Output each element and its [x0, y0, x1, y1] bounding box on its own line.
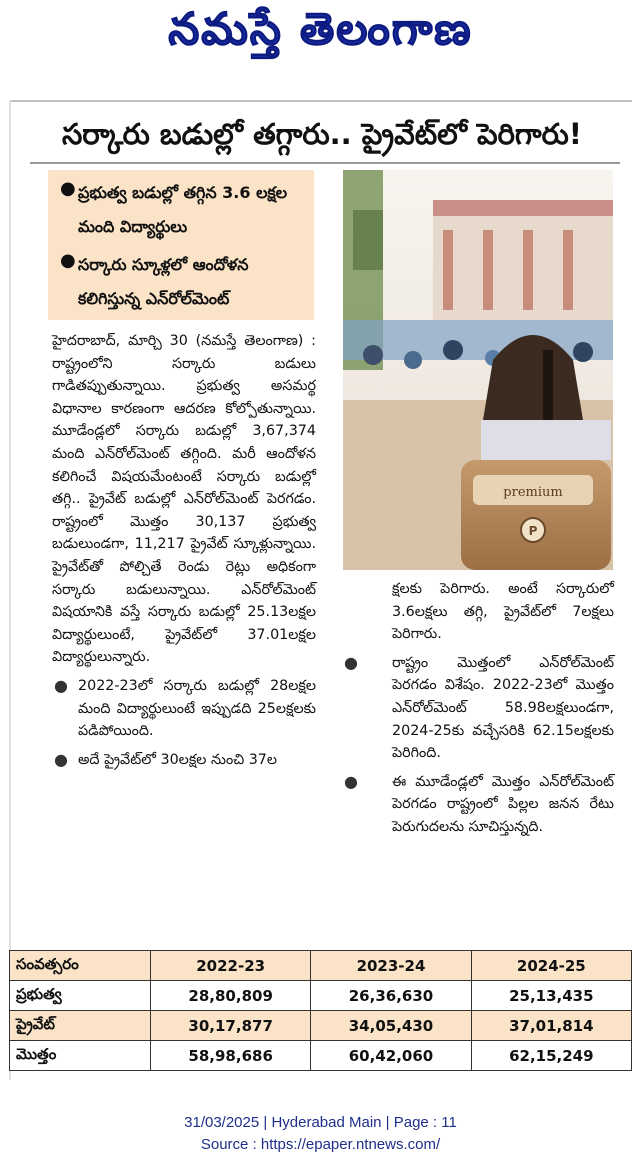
table-row	[10, 1011, 632, 1041]
clipping-top-border	[9, 100, 632, 102]
footer-date-edition: 31/03/2025 | Hyderabad Main | Page : 11	[184, 1114, 457, 1131]
table-cell: 37,01,814	[471, 1011, 631, 1041]
table-cell: 25,13,435	[471, 981, 631, 1011]
table-row	[10, 1041, 632, 1071]
bullet-icon: ●	[54, 675, 68, 695]
bullet-icon: ●	[344, 771, 358, 791]
bullet-text: ఈ మూడేండ్లలో మొత్తం ఎన్‌రోల్‌మెంట్ పెరగడం రాష్ట్రంలో పిల్లల జనన రేటు పెరుగుదలను సూచిస్తున్నది.	[392, 773, 614, 835]
highlight-item-2: సర్కారు స్కూళ్లలో ఆందోళన కలిగిస్తున్న ఎన్‌రోల్‌మెంట్	[78, 255, 249, 308]
highlight-item-1: ప్రభుత్వ బడుల్లో తగ్గిన 3.6 లక్షల మంది విద్యార్థులు	[78, 183, 288, 236]
article-body-left	[52, 330, 316, 771]
bullet-icon: ●	[54, 749, 68, 769]
table-header-row	[10, 951, 632, 981]
bullet-icon: ●	[344, 652, 358, 672]
table-cell: ప్రభుత్వ	[10, 981, 151, 1011]
table-cell: మొత్తం	[10, 1041, 151, 1071]
bullet-text: అదే ప్రైవేట్‌లో 30లక్షల నుంచి 37ల	[78, 751, 278, 768]
bag-logo: P	[528, 524, 538, 538]
table-row	[10, 981, 632, 1011]
body-paragraph: క్షలకు పెరిగారు. అంటే సర్కారులో 3.6లక్షలు తగ్గి, ప్రైవేట్‌లో 7లక్షలు పెరిగారు.	[392, 581, 614, 643]
table-cell: 26,36,630	[311, 981, 471, 1011]
article-body-right	[344, 578, 614, 839]
highlights-box	[48, 170, 314, 320]
bullet-text: రాష్ట్రం మొత్తంలో ఎన్‌రోల్‌మెంట్ పెరగడం విశేషం. 2022-23లో మొత్తం ఎన్‌రోల్‌మెంట్ 58.98లక్షలుండగా, 2024-25కు వచ్చేసరికి 62.15లక్షలకు పెరిగింది.	[392, 654, 614, 762]
list-item	[52, 749, 316, 772]
page-footer	[0, 1112, 641, 1156]
table-cell: 62,15,249	[471, 1041, 631, 1071]
table-header-cell: 2023-24	[311, 951, 471, 981]
table-cell: 34,05,430	[311, 1011, 471, 1041]
newspaper-logo: నమస్తే తెలంగాణ	[168, 4, 473, 55]
clipping-left-border	[9, 100, 11, 1080]
table-cell: 60,42,060	[311, 1041, 471, 1071]
masthead	[0, 0, 641, 80]
footer-source-link[interactable]: Source : https://epaper.ntnews.com/	[200, 1136, 441, 1153]
table-header-cell: సంవత్సరం	[10, 951, 151, 981]
list-item	[344, 652, 614, 765]
list-item	[52, 675, 316, 743]
body-paragraph: హైదరాబాద్, మార్చి 30 (నమస్తే తెలంగాణ) : రాష్ట్రంలోని సర్కారు బడులు గాడితప్పుతున్నాయి. ప్రభుత్వ అసమర్థ విధానాల కారణంగా ఆదరణ కోల్పోతున్నాయి. మూడేండ్లలో సర్కారు బడుల్లో 3,67,374 మంది ఎన్‌రోల్‌మెంట్ తగ్గింది. మరీ ఆందోళన కలిగించే విషయమేంటంటే సర్కారు బడుల్లో తగ్గి.. ప్రైవేట్ బడుల్లో ఎన్‌రోల్‌మెంట్ పెరగడం. రాష్ట్రంలో మొత్తం 30,137 ప్రభుత్వ బడులుండగా, 11,217 ప్రైవేట్ స్కూళ్లున్నాయి. ప్రైవేట్‌తో పోల్చితే రెండు రెట్లు అధికంగా సర్కారు బడులున్నాయి. ఎన్‌రోల్‌మెంట్ విషయానికి వస్తే సర్కారు బడుల్లో 25.13లక్షల విద్యార్థులుంటే, ప్రైవేట్‌లో 37.01లక్షల విద్యార్థులున్నారు.	[52, 333, 316, 666]
table-cell: 30,17,877	[151, 1011, 311, 1041]
table-cell: 28,80,809	[151, 981, 311, 1011]
table-cell: 58,98,686	[151, 1041, 311, 1071]
enrollment-table	[9, 950, 632, 1071]
headline-divider	[30, 162, 620, 164]
bag-brand-label: premium	[503, 485, 563, 500]
table-cell: ప్రైవేట్	[10, 1011, 151, 1041]
list-item	[344, 771, 614, 839]
article-photo	[343, 170, 613, 570]
bullet-icon: ●	[60, 250, 76, 271]
bullet-text: 2022-23లో సర్కారు బడుల్లో 28లక్షల మంది విద్యార్థులుంటే ఇప్పుడది 25లక్షలకు పడిపోయింది.	[78, 677, 316, 740]
article-headline: సర్కారు బడుల్లో తగ్గారు.. ప్రైవేట్‌లో పెరిగారు!	[61, 117, 583, 151]
bullet-icon: ●	[60, 178, 76, 199]
table-header-cell: 2022-23	[151, 951, 311, 981]
table-header-cell: 2024-25	[471, 951, 631, 981]
